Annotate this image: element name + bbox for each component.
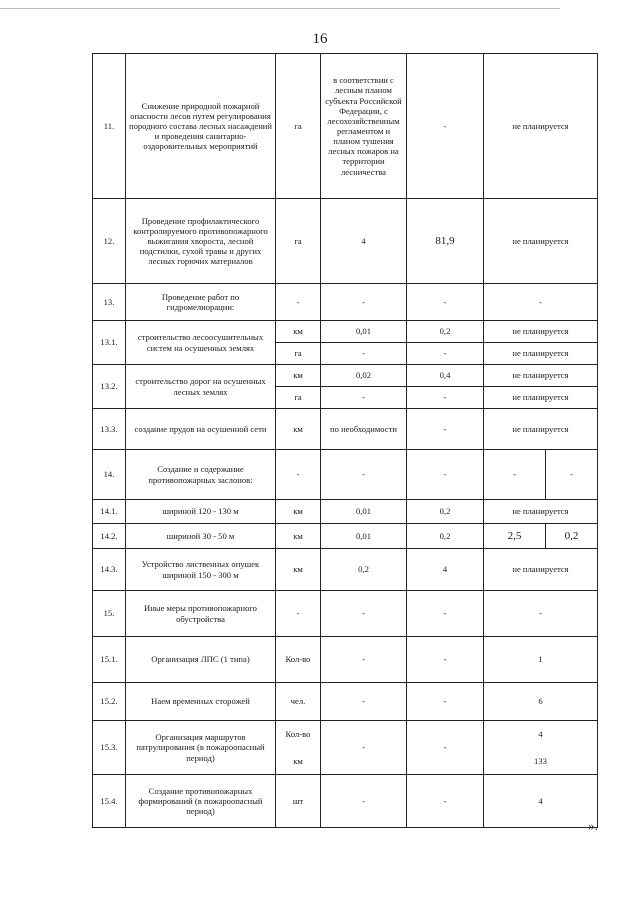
top-rule xyxy=(0,8,560,9)
table-row xyxy=(93,284,598,321)
table-row xyxy=(93,199,598,284)
page-number: 16 xyxy=(312,31,328,47)
value-cell: не планируется xyxy=(484,409,598,450)
table-row xyxy=(93,775,598,828)
value-cell: - xyxy=(321,450,407,500)
value-cell: - xyxy=(484,591,598,637)
unit-cell: км xyxy=(276,500,321,524)
row-number: 14.3. xyxy=(93,549,126,591)
unit-cell: - xyxy=(276,450,321,500)
value-cell: - xyxy=(407,683,484,721)
unit-cell: га xyxy=(276,343,321,365)
value-cell: не планируется xyxy=(484,500,598,524)
row-number: 11. xyxy=(93,54,126,199)
value-cell: не планируется xyxy=(484,365,598,387)
row-number: 14.2. xyxy=(93,524,126,549)
value-cell: - xyxy=(407,775,484,828)
row-number: 12. xyxy=(93,199,126,284)
value-cell: - xyxy=(407,591,484,637)
value-cell: - xyxy=(407,721,484,775)
value-cell: - xyxy=(407,343,484,365)
measure-name: шириной 120 - 130 м xyxy=(126,500,276,524)
unit-cell: км xyxy=(276,524,321,549)
unit-cell: км xyxy=(276,549,321,591)
row-number: 15.2. xyxy=(93,683,126,721)
unit-cell: км xyxy=(276,365,321,387)
unit-cell: шт xyxy=(276,775,321,828)
row-number: 13.1. xyxy=(93,321,126,365)
value-cell: - xyxy=(321,637,407,683)
value-cell: 1 xyxy=(484,637,598,683)
value-cell: 4 xyxy=(321,199,407,284)
value-cell: 0,01 xyxy=(321,321,407,343)
value-cell: - xyxy=(321,775,407,828)
value-cell: 0,2 xyxy=(546,524,598,549)
value-cell: в соответствии с лесным планом субъекта Российской Федерации, с лесохозяйственным регламентом и планом тушения лесных пожаров на территории лесничества xyxy=(321,54,407,199)
value-cell: - xyxy=(321,683,407,721)
unit-cell: км xyxy=(276,321,321,343)
unit-cell: км xyxy=(276,748,321,775)
measure-name: Создание и содержание противопожарных заслонов: xyxy=(126,450,276,500)
table-row xyxy=(93,500,598,524)
value-cell: 6 xyxy=(484,683,598,721)
fire-measures-table xyxy=(92,53,598,828)
value-cell: 81,9 xyxy=(407,199,484,284)
table-row xyxy=(93,450,598,500)
measure-name: Наем временных сторожей xyxy=(126,683,276,721)
value-cell: - xyxy=(321,284,407,321)
row-number: 14. xyxy=(93,450,126,500)
unit-cell: км xyxy=(276,409,321,450)
value-cell: 0,2 xyxy=(407,524,484,549)
value-cell: - xyxy=(321,343,407,365)
closing-quote-mark: ». xyxy=(588,818,598,833)
row-number: 13.3. xyxy=(93,409,126,450)
unit-cell: чел. xyxy=(276,683,321,721)
unit-cell: - xyxy=(276,591,321,637)
measure-name: Организация ЛПС (1 типа) xyxy=(126,637,276,683)
value-cell: - xyxy=(407,284,484,321)
unit-cell: Кол-во xyxy=(276,637,321,683)
value-cell: - xyxy=(407,637,484,683)
table-row xyxy=(93,365,598,387)
value-cell: не планируется xyxy=(484,54,598,199)
table-row xyxy=(93,54,598,199)
value-cell: 4 xyxy=(484,775,598,828)
value-cell: - xyxy=(321,591,407,637)
value-cell: не планируется xyxy=(484,343,598,365)
unit-cell: га xyxy=(276,54,321,199)
unit-cell: Кол-во xyxy=(276,721,321,748)
measure-name: шириной 30 - 50 м xyxy=(126,524,276,549)
value-cell: 0,02 xyxy=(321,365,407,387)
row-number: 15.4. xyxy=(93,775,126,828)
value-cell: - xyxy=(321,387,407,409)
value-cell: 0,4 xyxy=(407,365,484,387)
value-cell: 4 xyxy=(407,549,484,591)
measure-name: строительство дорог на осушенных лесных землях xyxy=(126,365,276,409)
value-cell: - xyxy=(484,450,546,500)
value-cell: 133 xyxy=(484,748,598,775)
row-number: 13.2. xyxy=(93,365,126,409)
row-number: 13. xyxy=(93,284,126,321)
table-row xyxy=(93,321,598,343)
value-cell: не планируется xyxy=(484,549,598,591)
value-cell: не планируется xyxy=(484,321,598,343)
table-row xyxy=(93,637,598,683)
row-number: 15.1. xyxy=(93,637,126,683)
value-cell: 4 xyxy=(484,721,598,748)
measure-name: строительство лесоосушительных систем на осушенных землях xyxy=(126,321,276,365)
measure-name: Проведение работ по гидромелиорации: xyxy=(126,284,276,321)
table-row xyxy=(93,591,598,637)
value-cell: 0,2 xyxy=(407,500,484,524)
unit-cell: га xyxy=(276,199,321,284)
unit-cell: - xyxy=(276,284,321,321)
table-row xyxy=(93,524,598,549)
row-number: 15. xyxy=(93,591,126,637)
measure-name: Снижение природной пожарной опасности лесов путем регулирования породного состава лесных насаждений и проведения санитарно-оздоровительных мероприятий xyxy=(126,54,276,199)
value-cell: - xyxy=(407,54,484,199)
row-number: 14.1. xyxy=(93,500,126,524)
table-row xyxy=(93,721,598,748)
value-cell: - xyxy=(407,409,484,450)
value-cell: 0,2 xyxy=(407,321,484,343)
measure-name: создание прудов на осушенной сети xyxy=(126,409,276,450)
value-cell: по необходимости xyxy=(321,409,407,450)
value-cell: - xyxy=(321,721,407,775)
table-row xyxy=(93,549,598,591)
measure-name: Проведение профилактического контролируемого противопожарного выжигания хвороста, лесной подстилки, сухой травы и других лесных горючих материалов xyxy=(126,199,276,284)
value-cell: 0,01 xyxy=(321,524,407,549)
row-number: 15.3. xyxy=(93,721,126,775)
value-cell: - xyxy=(484,284,598,321)
value-cell: 0,2 xyxy=(321,549,407,591)
measure-name: Иные меры противопожарного обустройства xyxy=(126,591,276,637)
value-cell: - xyxy=(407,450,484,500)
table-row xyxy=(93,683,598,721)
value-cell: 2,5 xyxy=(484,524,546,549)
measure-name: Организация маршрутов патрулирования (в пожароопасный период) xyxy=(126,721,276,775)
measure-name: Создание противопожарных формирований (в пожароопасный период) xyxy=(126,775,276,828)
measure-name: Устройство лиственных опушек шириной 150 - 300 м xyxy=(126,549,276,591)
value-cell: не планируется xyxy=(484,387,598,409)
value-cell: - xyxy=(546,450,598,500)
table-row xyxy=(93,409,598,450)
value-cell: не планируется xyxy=(484,199,598,284)
value-cell: 0,01 xyxy=(321,500,407,524)
value-cell: - xyxy=(407,387,484,409)
unit-cell: га xyxy=(276,387,321,409)
